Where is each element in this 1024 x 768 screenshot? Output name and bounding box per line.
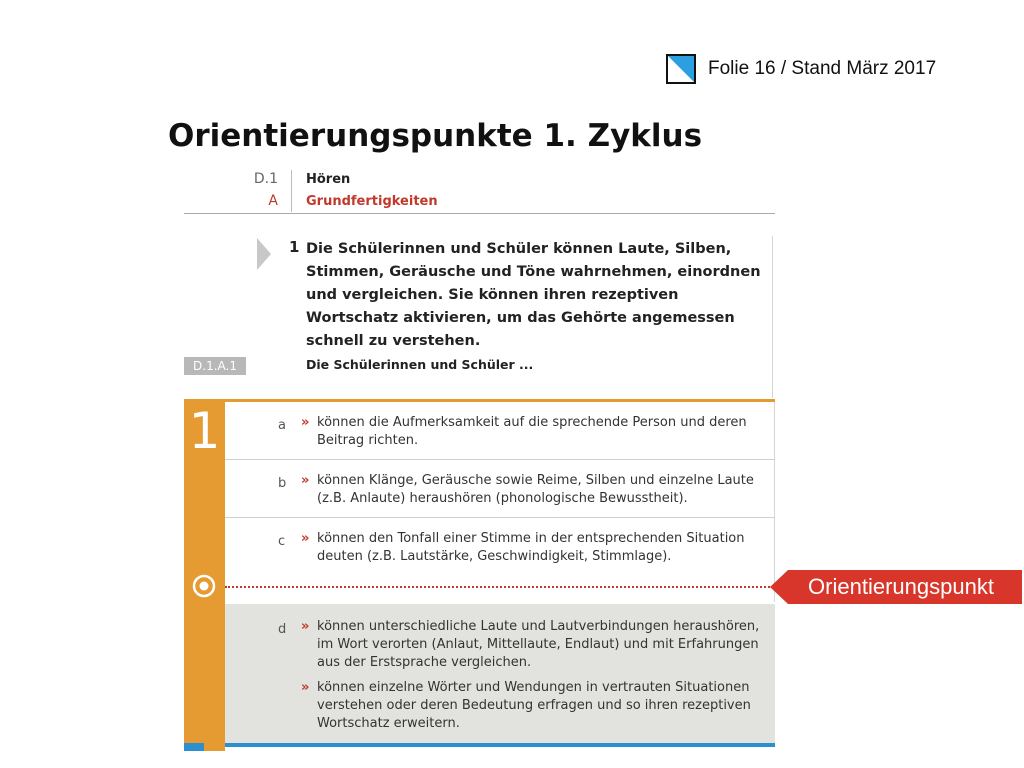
competence-item	[301, 679, 761, 733]
canton-logo-icon	[666, 54, 696, 84]
row-divider	[225, 459, 775, 460]
competence-code-badge: D.1.A.1	[184, 357, 246, 375]
chevron-right-icon	[257, 238, 273, 270]
row-letter: a	[278, 418, 286, 433]
cycle-number: 1	[188, 402, 221, 460]
bullet-icon: »	[301, 680, 310, 695]
slide-info	[666, 54, 936, 84]
row-letter: c	[278, 534, 286, 549]
competence-number: 1	[289, 238, 300, 256]
bottom-blue-rule	[225, 743, 775, 747]
item-text: können Klänge, Geräusche sowie Reime, Silben und einzelne Laute (z.B. Anlaute) heraushören (phonologische Bewusstheit).	[317, 473, 754, 506]
subsection-heading: Grundfertigkeiten	[306, 194, 438, 209]
competence-item	[301, 618, 761, 672]
item-text: können unterschiedliche Laute und Lautverbindungen heraushören, im Wort verorten (Anlaut, Mittellaute, Endlaut) und mit Erfahrungen aus der Erstsprache vergleichen.	[317, 619, 760, 670]
bullet-icon: »	[301, 473, 310, 488]
competence-item	[301, 414, 761, 450]
competence-item	[301, 472, 761, 508]
cycle-top-rule	[225, 399, 775, 402]
bottom-blue-tab	[184, 743, 204, 751]
item-text: können den Tonfall einer Stimme in der entsprechenden Situation deuten (z.B. Lautstärke, Geschwindigkeit, Stimmlage).	[317, 531, 745, 564]
bullet-icon: »	[301, 619, 310, 634]
competence-statement: Die Schülerinnen und Schüler können Laute, Silben, Stimmen, Geräusche und Töne wahrnehmen, einordnen und vergleichen. Sie können ihren rezeptiven Wortschatz aktivieren, um das Gehörte angemessen schnell zu verstehen.	[306, 241, 761, 349]
bullet-icon: »	[301, 415, 310, 430]
section-code: D.1	[253, 171, 278, 187]
header-rule	[184, 213, 775, 214]
students-lead-text: Die Schülerinnen und Schüler ...	[306, 357, 534, 372]
slide-number-label: Folie 16 / Stand März 2017	[708, 58, 937, 79]
bullet-icon: »	[301, 531, 310, 546]
item-text: können einzelne Wörter und Wendungen in vertrauten Situationen verstehen oder deren Bedeutung erfragen und so ihren rezeptiven Wortschatz erweitern.	[317, 680, 751, 731]
row-letter: b	[278, 476, 287, 491]
row-letter: d	[278, 622, 287, 637]
section-heading: Hören	[306, 172, 351, 187]
row-divider	[225, 517, 775, 518]
orientation-point-callout: Orientierungspunkt	[808, 574, 994, 599]
slide-title: Orientierungspunkte 1. Zyklus	[168, 118, 703, 154]
orientation-point-line	[225, 586, 770, 588]
orientation-point-icon	[191, 573, 217, 599]
subsection-code: A	[268, 193, 278, 209]
competence-item	[301, 530, 761, 566]
item-text: können die Aufmerksamkeit auf die sprechende Person und deren Beitrag richten.	[317, 415, 747, 448]
header-divider	[291, 170, 292, 212]
